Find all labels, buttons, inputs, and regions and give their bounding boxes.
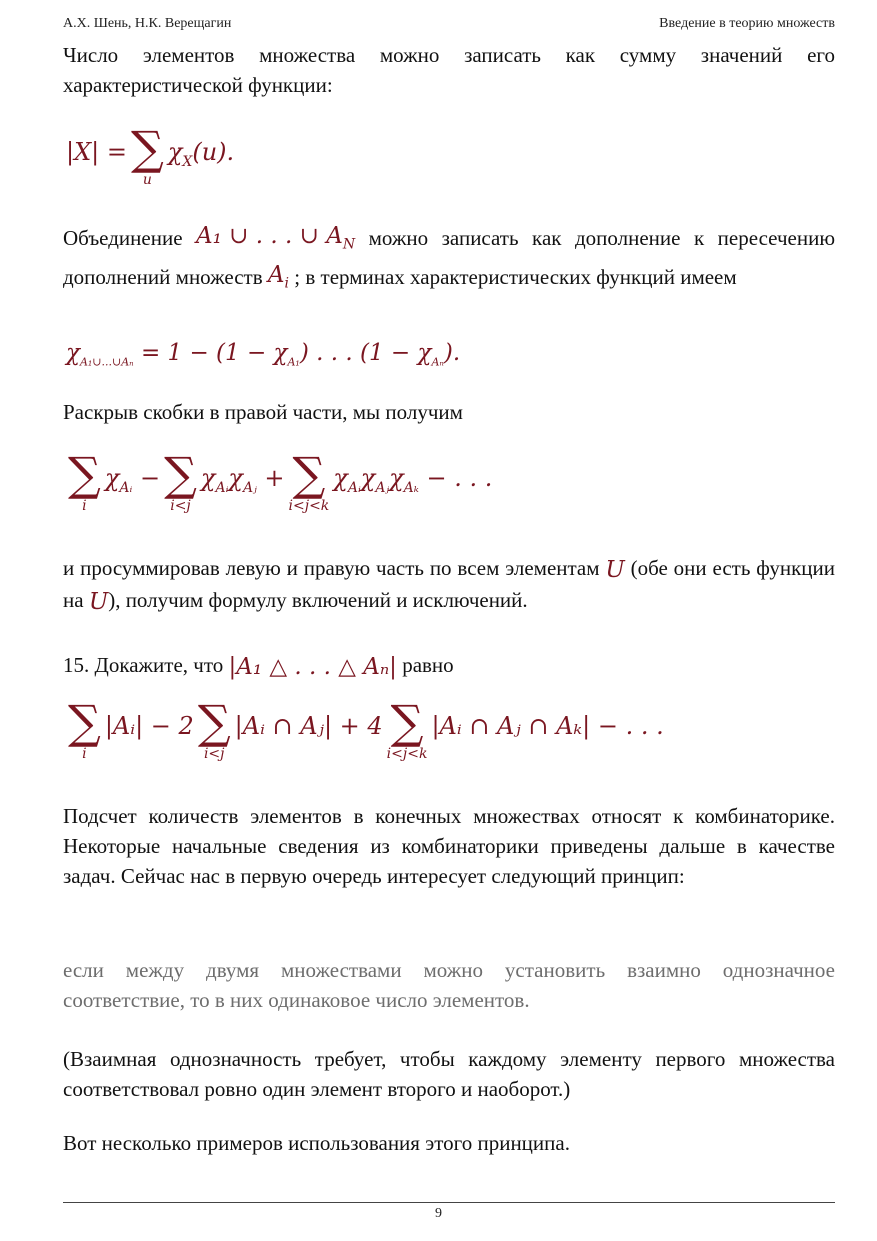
expanded-sum-3: ∑ i<j<k xyxy=(288,447,330,514)
running-header-title: Введение в теорию множеств xyxy=(659,16,835,31)
principle-statement: если между двумя множествами можно установить взаимно однозначное соответствие, то в них одинаковое число элементов. xyxy=(63,958,835,1012)
problem-15: 15. Докажите, что |A₁ △ . . . △ Aₙ| равно xyxy=(63,653,454,681)
paragraph-summation: и просуммировав левую и правую часть по всем элементам U (обе они есть функции на U), получим формулу включений и исключений. xyxy=(63,556,835,616)
paragraph-bijection: (Взаимная однозначность требует, чтобы каждому элементу первого множества соответствовал ровно один элемент второго и наоборот.) xyxy=(63,1047,835,1101)
formula-expanded-sum: ∑ i $\chi_{Aᵢ}$ − ∑ i<j $\chi_{Aᵢ}\chi_{Aⱼ}$ + ∑ i<j<k $\chi_{Aᵢ}\chi_{Aⱼ}\chi_{A_k}$ − . . . xyxy=(68,447,493,514)
formula-set-size-sum xyxy=(131,121,164,188)
expanded-sum-1: ∑ i xyxy=(68,447,101,514)
formula-set-size-lhs: |X| = xyxy=(66,138,127,166)
set-u-inline: U xyxy=(88,589,109,616)
union-formula-inline: A₁ ∪ . . . ∪ $A_N$ xyxy=(196,223,356,253)
running-header-authors: А.Х. Шень, Н.К. Верещагин xyxy=(63,16,232,31)
paragraph-union-complement: Объединение A₁ ∪ . . . ∪ $A_N$ можно записать как дополнение к пересечению дополнений множеств $A_i$ ; в терминах характеристических функций имеем xyxy=(63,221,835,298)
page-number: 9 xyxy=(435,1206,442,1221)
paragraph-examples: Вот несколько примеров использования этого принципа. xyxy=(63,1131,570,1155)
formula-symmetric-difference: ∑ i |Aᵢ| − 2 ∑ i<j |Aᵢ ∩ Aⱼ| + 4 ∑ i<j<k |Aᵢ ∩ Aⱼ ∩ Aₖ| − . . . xyxy=(68,695,664,762)
expanded-sum-2: ∑ i<j xyxy=(164,447,197,514)
set-ai-inline: $A_i$ xyxy=(267,261,290,292)
paragraph-expand-brackets: Раскрыв скобки в правой части, мы получим xyxy=(63,400,463,424)
formula-set-size-rhs: $\chi_X(u)$. xyxy=(167,138,235,170)
sigma-symbol: ∑ xyxy=(131,121,164,175)
sum-index: u xyxy=(142,172,152,188)
symmetric-difference-inline: |A₁ △ . . . △ Aₙ| xyxy=(228,654,397,681)
formula-set-size xyxy=(66,121,235,188)
paragraph-characteristic-sum: Число элементов множества можно записать как сумму значений его характеристической функции: xyxy=(63,43,835,97)
set-u-inline: U xyxy=(605,557,625,584)
paragraph-combinatorics: Подсчет количеств элементов в конечных множествах относят к комбинаторике. Некоторые начальные сведения из комбинаторики приведены дальше в качестве задач. Сейчас нас в первую очередь интересует следующий принцип: xyxy=(63,804,835,888)
footer-rule xyxy=(63,1202,835,1203)
formula-characteristic-union: $\chi_{A_1\cup...\cup A_n} = 1 - (1 - \chi_{A_1})$ . . . $(1 - \chi_{A_n})$. xyxy=(66,340,461,369)
